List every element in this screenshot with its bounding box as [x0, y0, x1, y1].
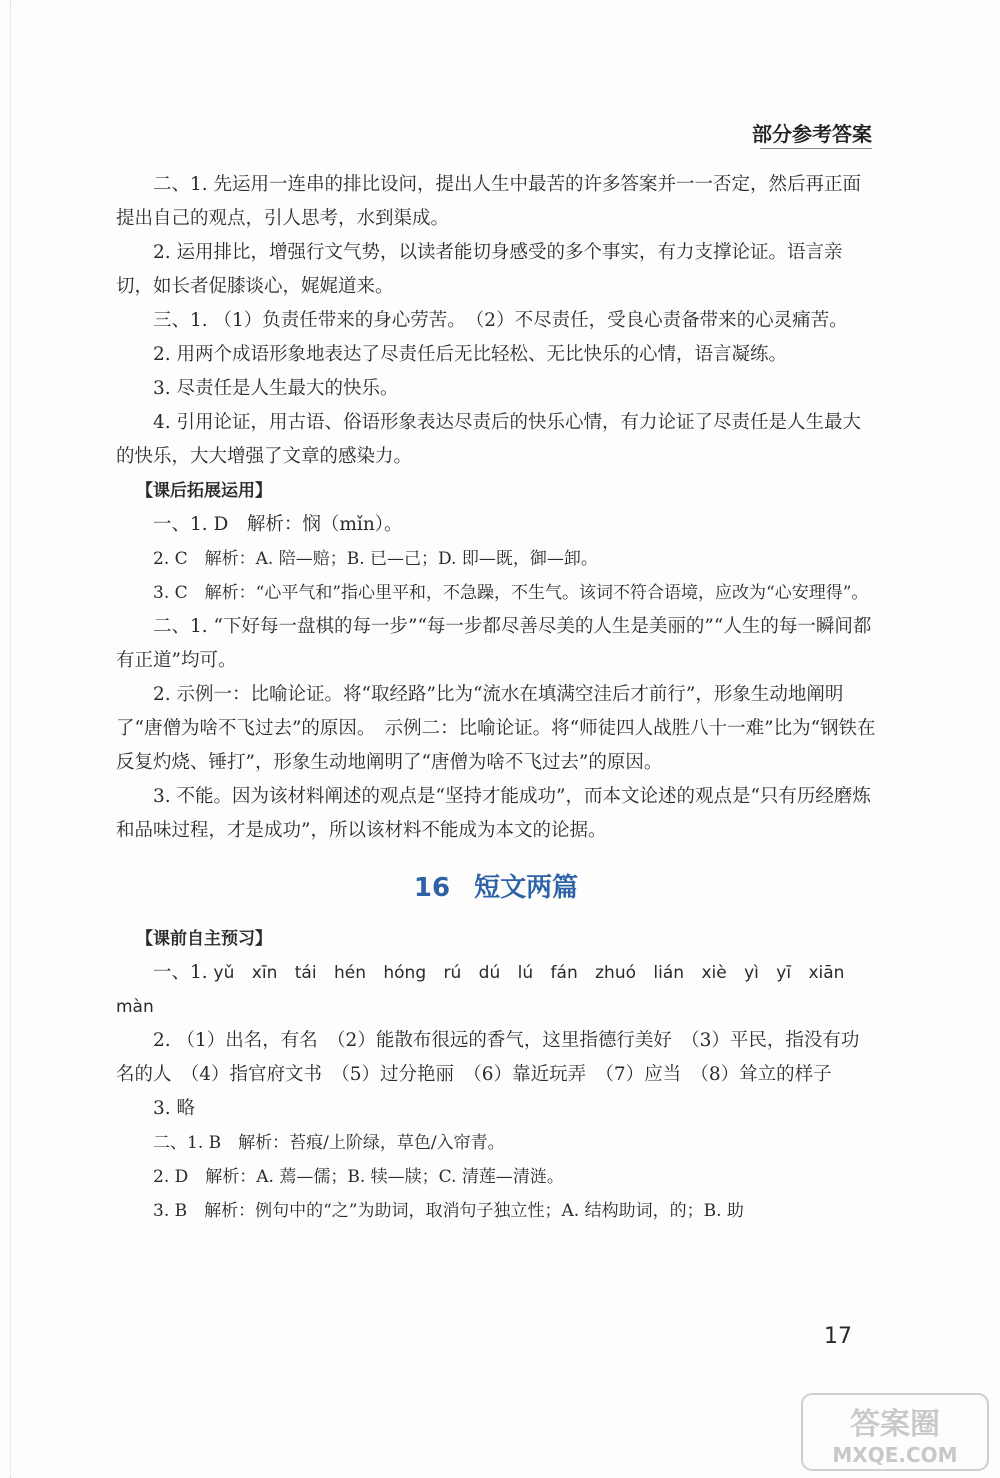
answer-paragraph: 2. C 解析：A. 陪—赔；B. 已—己；D. 即—既，御—卸。: [153, 549, 598, 569]
lesson-title: [116, 866, 876, 910]
answer-paragraph: 二、1. B 解析：苔痕/上阶绿，草色/入帘青。: [153, 1133, 505, 1153]
answer-paragraph: 3. B 解析：例句中的“之”为助词，取消句子独立性；A. 结构助词，的；B. 助: [153, 1201, 744, 1221]
answer-paragraph: 3. 尽责任是人生最大的快乐。: [153, 378, 399, 399]
section-heading-extension: 【课后拓展运用】: [136, 481, 272, 501]
answer-paragraph: 3. 略: [153, 1098, 196, 1119]
lesson-number: 16: [413, 873, 451, 903]
answer-paragraph: 4. 引用论证，用古语、俗语形象表达尽责后的快乐心情，有力论证了尽责任是人生最大的快乐，大大增强了文章的感染力。: [116, 412, 862, 467]
section-heading-preview: 【课前自主预习】: [136, 929, 272, 949]
svg-text:MXQE.COM: MXQE.COM: [832, 1443, 958, 1467]
answer-paragraph: 一、1. D 解析：悯（mǐn）。: [153, 514, 403, 535]
svg-text:答案圈: 答案圈: [850, 1407, 940, 1442]
answer-paragraph: 三、1. （1）负责任带来的身心劳苦。 （2）不尽责任，受良心责备带来的心灵痛苦。: [153, 310, 848, 331]
answer-paragraph: 2. （1）出名，有名 （2）能散布很远的香气，这里指德行美好 （3）平民，指没有功名的人 （4）指官府文书 （5）过分艳丽 （6）靠近玩弄 （7）应当 （8）耸立的样子: [116, 1030, 860, 1085]
pinyin-answer: [116, 956, 876, 1024]
pinyin-prefix: 一、1.: [153, 962, 208, 983]
answer-paragraph: 3. 不能。因为该材料阐述的观点是“坚持才能成功”，而本文论述的观点是“只有历经磨炼和品味过程，才是成功”，所以该材料不能成为本文的论据。: [116, 786, 871, 841]
answer-paragraph: 二、1. “下好每一盘棋的每一步”“每一步都尽善尽美的人生是美丽的”“人生的每一瞬间都有正道”均可。: [116, 616, 872, 671]
answer-paragraph: 2. D 解析：A. 蔫—儒；B. 犊—牍；C. 清莲—清涟。: [153, 1167, 564, 1187]
answer-paragraph: 2. 运用排比，增强行文气势，以读者能切身感受的多个事实，有力支撑论证。语言亲切，如长者促膝谈心，娓娓道来。: [116, 242, 843, 297]
running-header: 部分参考答案: [752, 122, 872, 146]
page-number: 17: [824, 1324, 852, 1349]
pinyin-list: yǔ xīn tái hén hóng rú dú lú fán zhuó lián xiè yì yī xiān màn: [116, 963, 845, 1017]
answer-paragraph: 二、1. 先运用一连串的排比设问，提出人生中最苦的许多答案并一一否定，然后再正面提出自己的观点，引人思考，水到渠成。: [116, 174, 862, 229]
header-rule: [760, 148, 872, 149]
answer-paragraph: 3. C 解析：“心平气和”指心里平和，不急躁，不生气。该词不符合语境，应改为“心安理得”。: [153, 583, 869, 603]
answer-paragraph: 2. 示例一：比喻论证。将“取经路”比为“流水在填满空洼后才前行”，形象生动地阐明了“唐僧为啥不飞过去”的原因。 示例二：比喻论证。将“师徒四人战胜八十一难”比为“钢铁在反复灼烧、锤打”，形象生动地阐明了“唐僧为啥不飞过去”的原因。: [116, 684, 876, 773]
binding-margin: [0, 0, 11, 1478]
page-content: [116, 168, 876, 1228]
lesson-name: 短文两篇: [474, 873, 579, 903]
watermark-logo: [800, 1392, 990, 1472]
answer-paragraph: 2. 用两个成语形象地表达了尽责任后无比轻松、无比快乐的心情，语言凝练。: [153, 344, 788, 365]
